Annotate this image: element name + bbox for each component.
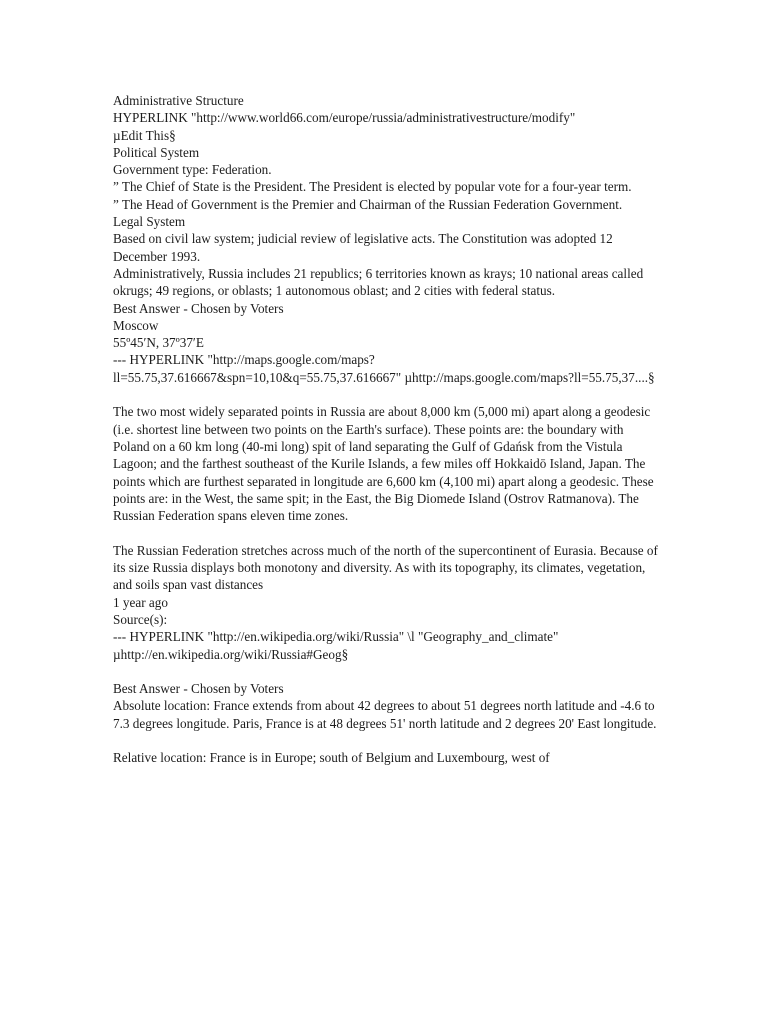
spacer (113, 663, 658, 680)
section-heading: Administrative Structure (113, 93, 244, 108)
relative-location-text: Relative location: France is in Europe; south of Belgium and Luxembourg, west of (113, 750, 550, 766)
political-system-heading: Political System (113, 144, 200, 160)
legal-system-heading: Legal System (113, 214, 186, 230)
best-answer-label: Best Answer - Chosen by Voters (113, 681, 284, 697)
document-page (113, 92, 658, 767)
wiki-hyperlink[interactable]: --- HYPERLINK "http://en.wikipedia.org/wiki/Russia" \l "Geography_and_climate" µhttp://en.wikipedia.org/wiki/Russia#Geog§ (113, 629, 559, 662)
best-answer-label: Best Answer - Chosen by Voters (113, 300, 284, 316)
absolute-location-text: Absolute location: France extends from about 42 degrees to about 51 degrees north latitude and -4.6 to 7.3 degrees longitude. Paris, France is at 48 degrees 51' north latitude and 2 degrees 20' East longitude. (113, 698, 657, 731)
coordinates-text: 55º45′N, 37º37′E (113, 335, 204, 351)
spacer (113, 524, 658, 541)
maps-hyperlink[interactable]: --- HYPERLINK "http://maps.google.com/maps?ll=55.75,37.616667&spn=10,10&q=55.75,37.616667" µhttp://maps.google.com/maps?ll=55.75,37....§ (113, 352, 655, 385)
spacer (113, 386, 658, 403)
time-ago-text: 1 year ago (113, 594, 168, 610)
edit-this-link[interactable]: µEdit This§ (113, 127, 176, 143)
administrative-text: Administratively, Russia includes 21 republics; 6 territories known as krays; 10 national areas called okrugs; 49 regions, or oblasts; 1 autonomous oblast; and 2 cities with federal status. (113, 265, 644, 299)
legal-system-text: Based on civil law system; judicial review of legislative acts. The Constitution was adopted 12 December 1993. (113, 231, 613, 264)
chief-of-state-text: ” The Chief of State is the President. The President is elected by popular vote for a four-year term. (113, 179, 632, 195)
sources-label: Source(s): (113, 611, 168, 627)
government-type: Government type: Federation. (113, 162, 272, 178)
distance-paragraph: The two most widely separated points in Russia are about 8,000 km (5,000 mi) apart along a geodesic (i.e. shortest line between two points on the Earth's surface). These points are: the boundary with Poland on a 60 km long (40-mi long) spit of land separating the Gulf of Gdańsk from the Vistula Lagoon; and the farthest southeast of the Kurile Islands, a few miles off Hokkaidō Island, Japan. The points which are furthest separated in longitude are 6,600 km (4,100 mi) apart along a geodesic. These points are: in the West, the same spit; in the East, the Big Diomede Island (Ostrov Ratmanova). The Russian Federation spans eleven time zones. (113, 404, 654, 524)
moscow-text: Moscow (113, 317, 159, 333)
edit-hyperlink[interactable]: HYPERLINK "http://www.world66.com/europe/russia/administrativestructure/modify" (113, 110, 576, 126)
spacer (113, 732, 658, 749)
head-of-government-text: ” The Head of Government is the Premier and Chairman of the Russian Federation Government. (113, 196, 623, 212)
eurasia-paragraph: The Russian Federation stretches across much of the north of the supercontinent of Eurasia. Because of its size Russia displays both monotony and diversity. As with its topography, its climates, vegetation, and soils span vast distances (113, 542, 658, 593)
